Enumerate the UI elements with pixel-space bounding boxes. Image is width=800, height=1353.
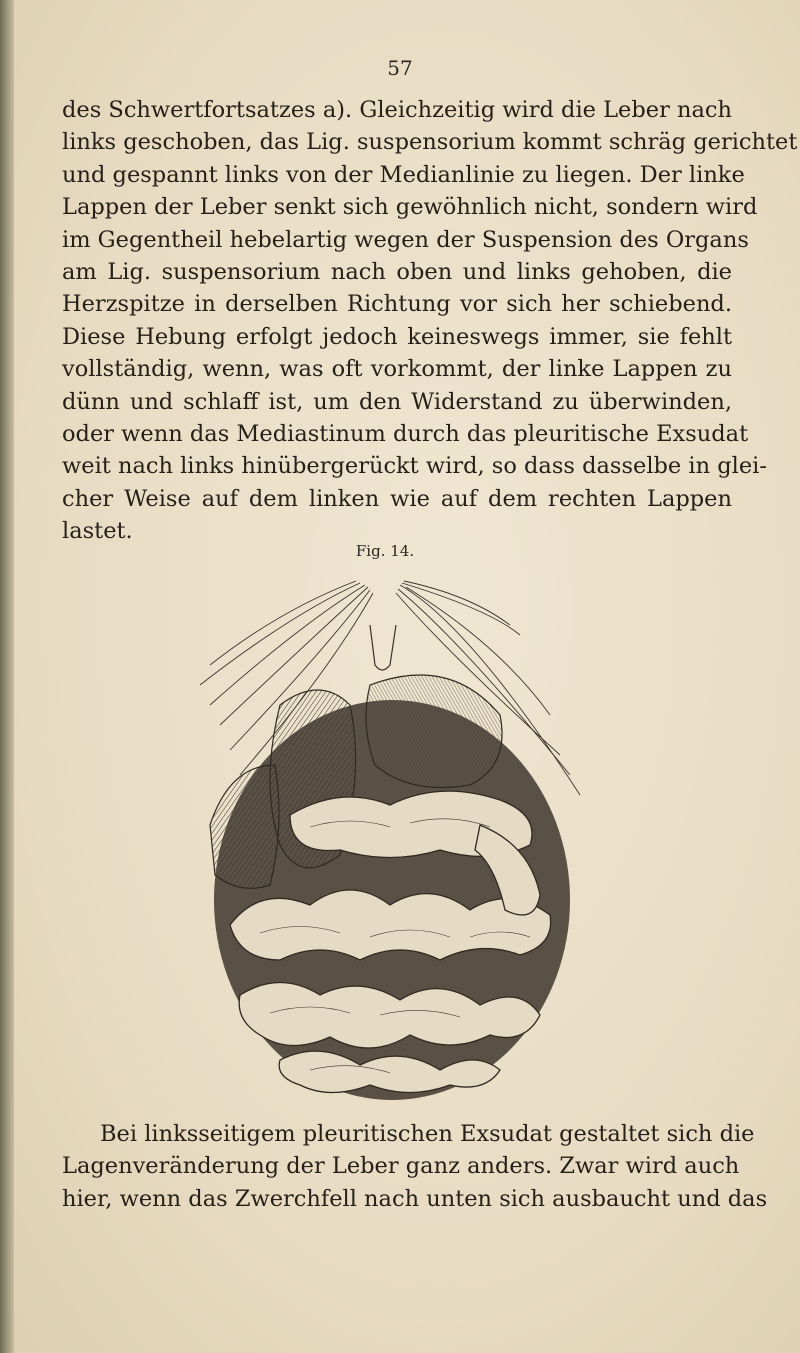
anatomical-illustration <box>170 565 610 1105</box>
text-line: Lagenveränderung der Leber ganz anders. Zwar wird auch <box>62 1153 740 1180</box>
ligament-notch <box>370 625 396 670</box>
text-line: lastet. <box>62 518 133 545</box>
text-line: Herzspitze in derselben Richtung vor sich her schiebend. <box>62 291 732 318</box>
text-line: am Lig. suspensorium nach oben und links gehoben, die <box>62 258 732 285</box>
figure-caption: Fig. 14. <box>355 542 415 560</box>
text-line: Bei linksseitigem pleuritischen Exsudat gestaltet sich die <box>100 1121 755 1147</box>
text-line: vollständig, wenn, was oft vorkommt, der linke Lappen zu <box>62 356 732 383</box>
text-line: weit nach links hinübergerückt wird, so dass dasselbe in glei- <box>62 453 767 480</box>
text-line: oder wenn das Mediastinum durch das pleuritische Exsudat <box>62 420 749 447</box>
text-line: im Gegentheil hebelartig wegen der Suspension des Organs <box>62 226 749 253</box>
liver-right-lobe <box>210 765 279 888</box>
stomach <box>366 675 502 788</box>
page-binding-edge <box>0 0 14 1353</box>
text-line: cher Weise auf dem linken wie auf dem rechten Lappen <box>62 485 732 512</box>
paragraph-1 <box>62 94 798 547</box>
text-line: dünn und schlaff ist, um den Widerstand zu überwinden, <box>62 388 732 415</box>
text-line: und gespannt links von der Medianlinie zu liegen. Der linke <box>62 161 745 188</box>
text-line: hier, wenn das Zwerchfell nach unten sich ausbaucht und das <box>62 1185 768 1212</box>
page-number: 57 <box>387 56 413 80</box>
paragraph-2 <box>62 1118 768 1215</box>
text-line: des Schwertfortsatzes a). Gleichzeitig wird die Leber nach <box>62 97 732 123</box>
text-line: Diese Hebung erfolgt jedoch keineswegs immer, sie fehlt <box>62 323 732 350</box>
text-line: links geschoben, das Lig. suspensorium kommt schräg gerichtet <box>62 129 798 156</box>
text-line: Lappen der Leber senkt sich gewöhnlich nicht, sondern wird <box>62 194 758 221</box>
